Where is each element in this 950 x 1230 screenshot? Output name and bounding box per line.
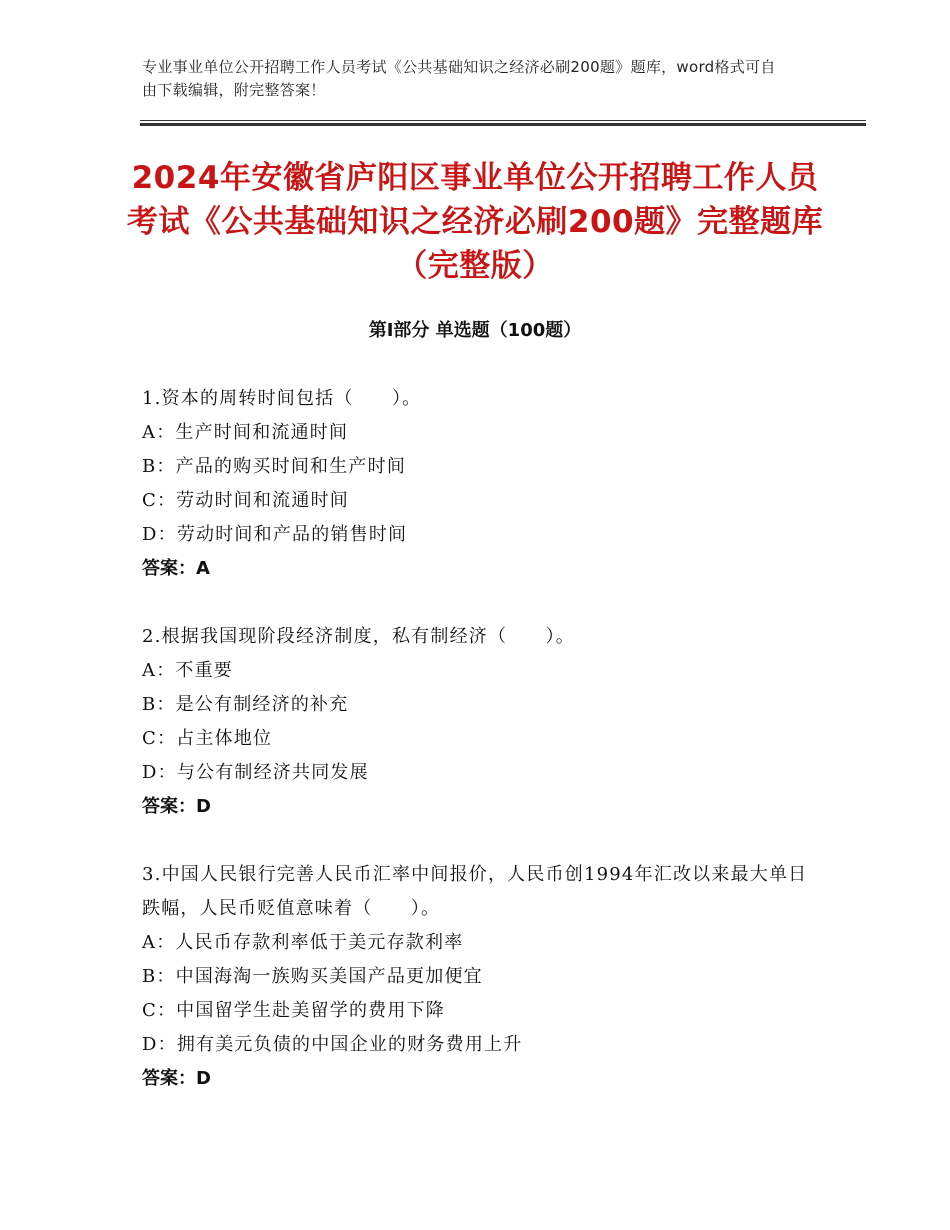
- header-rule-top: [140, 120, 866, 121]
- document-title: 2024年安徽省庐阳区事业单位公开招聘工作人员考试《公共基础知识之经济必刷200题》完整题库（完整版）: [126, 160, 824, 284]
- question-item: [142, 382, 822, 586]
- option-d: D：拥有美元负债的中国企业的财务费用上升: [142, 1034, 523, 1055]
- question-list: [142, 382, 822, 1130]
- option-b: B：产品的购买时间和生产时间: [142, 456, 407, 477]
- question-stem: 1.资本的周转时间包括（ ）。: [142, 388, 422, 409]
- option-b: B：是公有制经济的补充: [142, 694, 349, 715]
- option-c: C：占主体地位: [142, 728, 273, 749]
- option-a: A：人民币存款利率低于美元存款利率: [142, 932, 464, 953]
- header-rule-bottom: [140, 123, 866, 126]
- answer-line: 答案：A: [142, 558, 210, 579]
- option-c: C：劳动时间和流通时间: [142, 490, 349, 511]
- answer-line: 答案：D: [142, 1068, 211, 1089]
- option-a: A：生产时间和流通时间: [142, 422, 349, 443]
- answer-line: 答案：D: [142, 796, 211, 817]
- header-note: 专业事业单位公开招聘工作人员考试《公共基础知识之经济必刷200题》题库，word格式可自由下载编辑，附完整答案！: [142, 58, 776, 99]
- question-stem: 3.中国人民银行完善人民币汇率中间报价，人民币创1994年汇改以来最大单日跌幅，人民币贬值意味着（ ）。: [142, 864, 808, 919]
- question-stem: 2.根据我国现阶段经济制度，私有制经济（ ）。: [142, 626, 575, 647]
- option-c: C：中国留学生赴美留学的费用下降: [142, 1000, 445, 1021]
- section-heading: 第Ⅰ部分 单选题（100题）: [368, 320, 582, 341]
- option-a: A：不重要: [142, 660, 233, 681]
- option-b: B：中国海淘一族购买美国产品更加便宜: [142, 966, 483, 987]
- option-d: D：与公有制经济共同发展: [142, 762, 369, 783]
- question-item: [142, 620, 822, 824]
- question-item: [142, 858, 822, 1096]
- option-d: D：劳动时间和产品的销售时间: [142, 524, 408, 545]
